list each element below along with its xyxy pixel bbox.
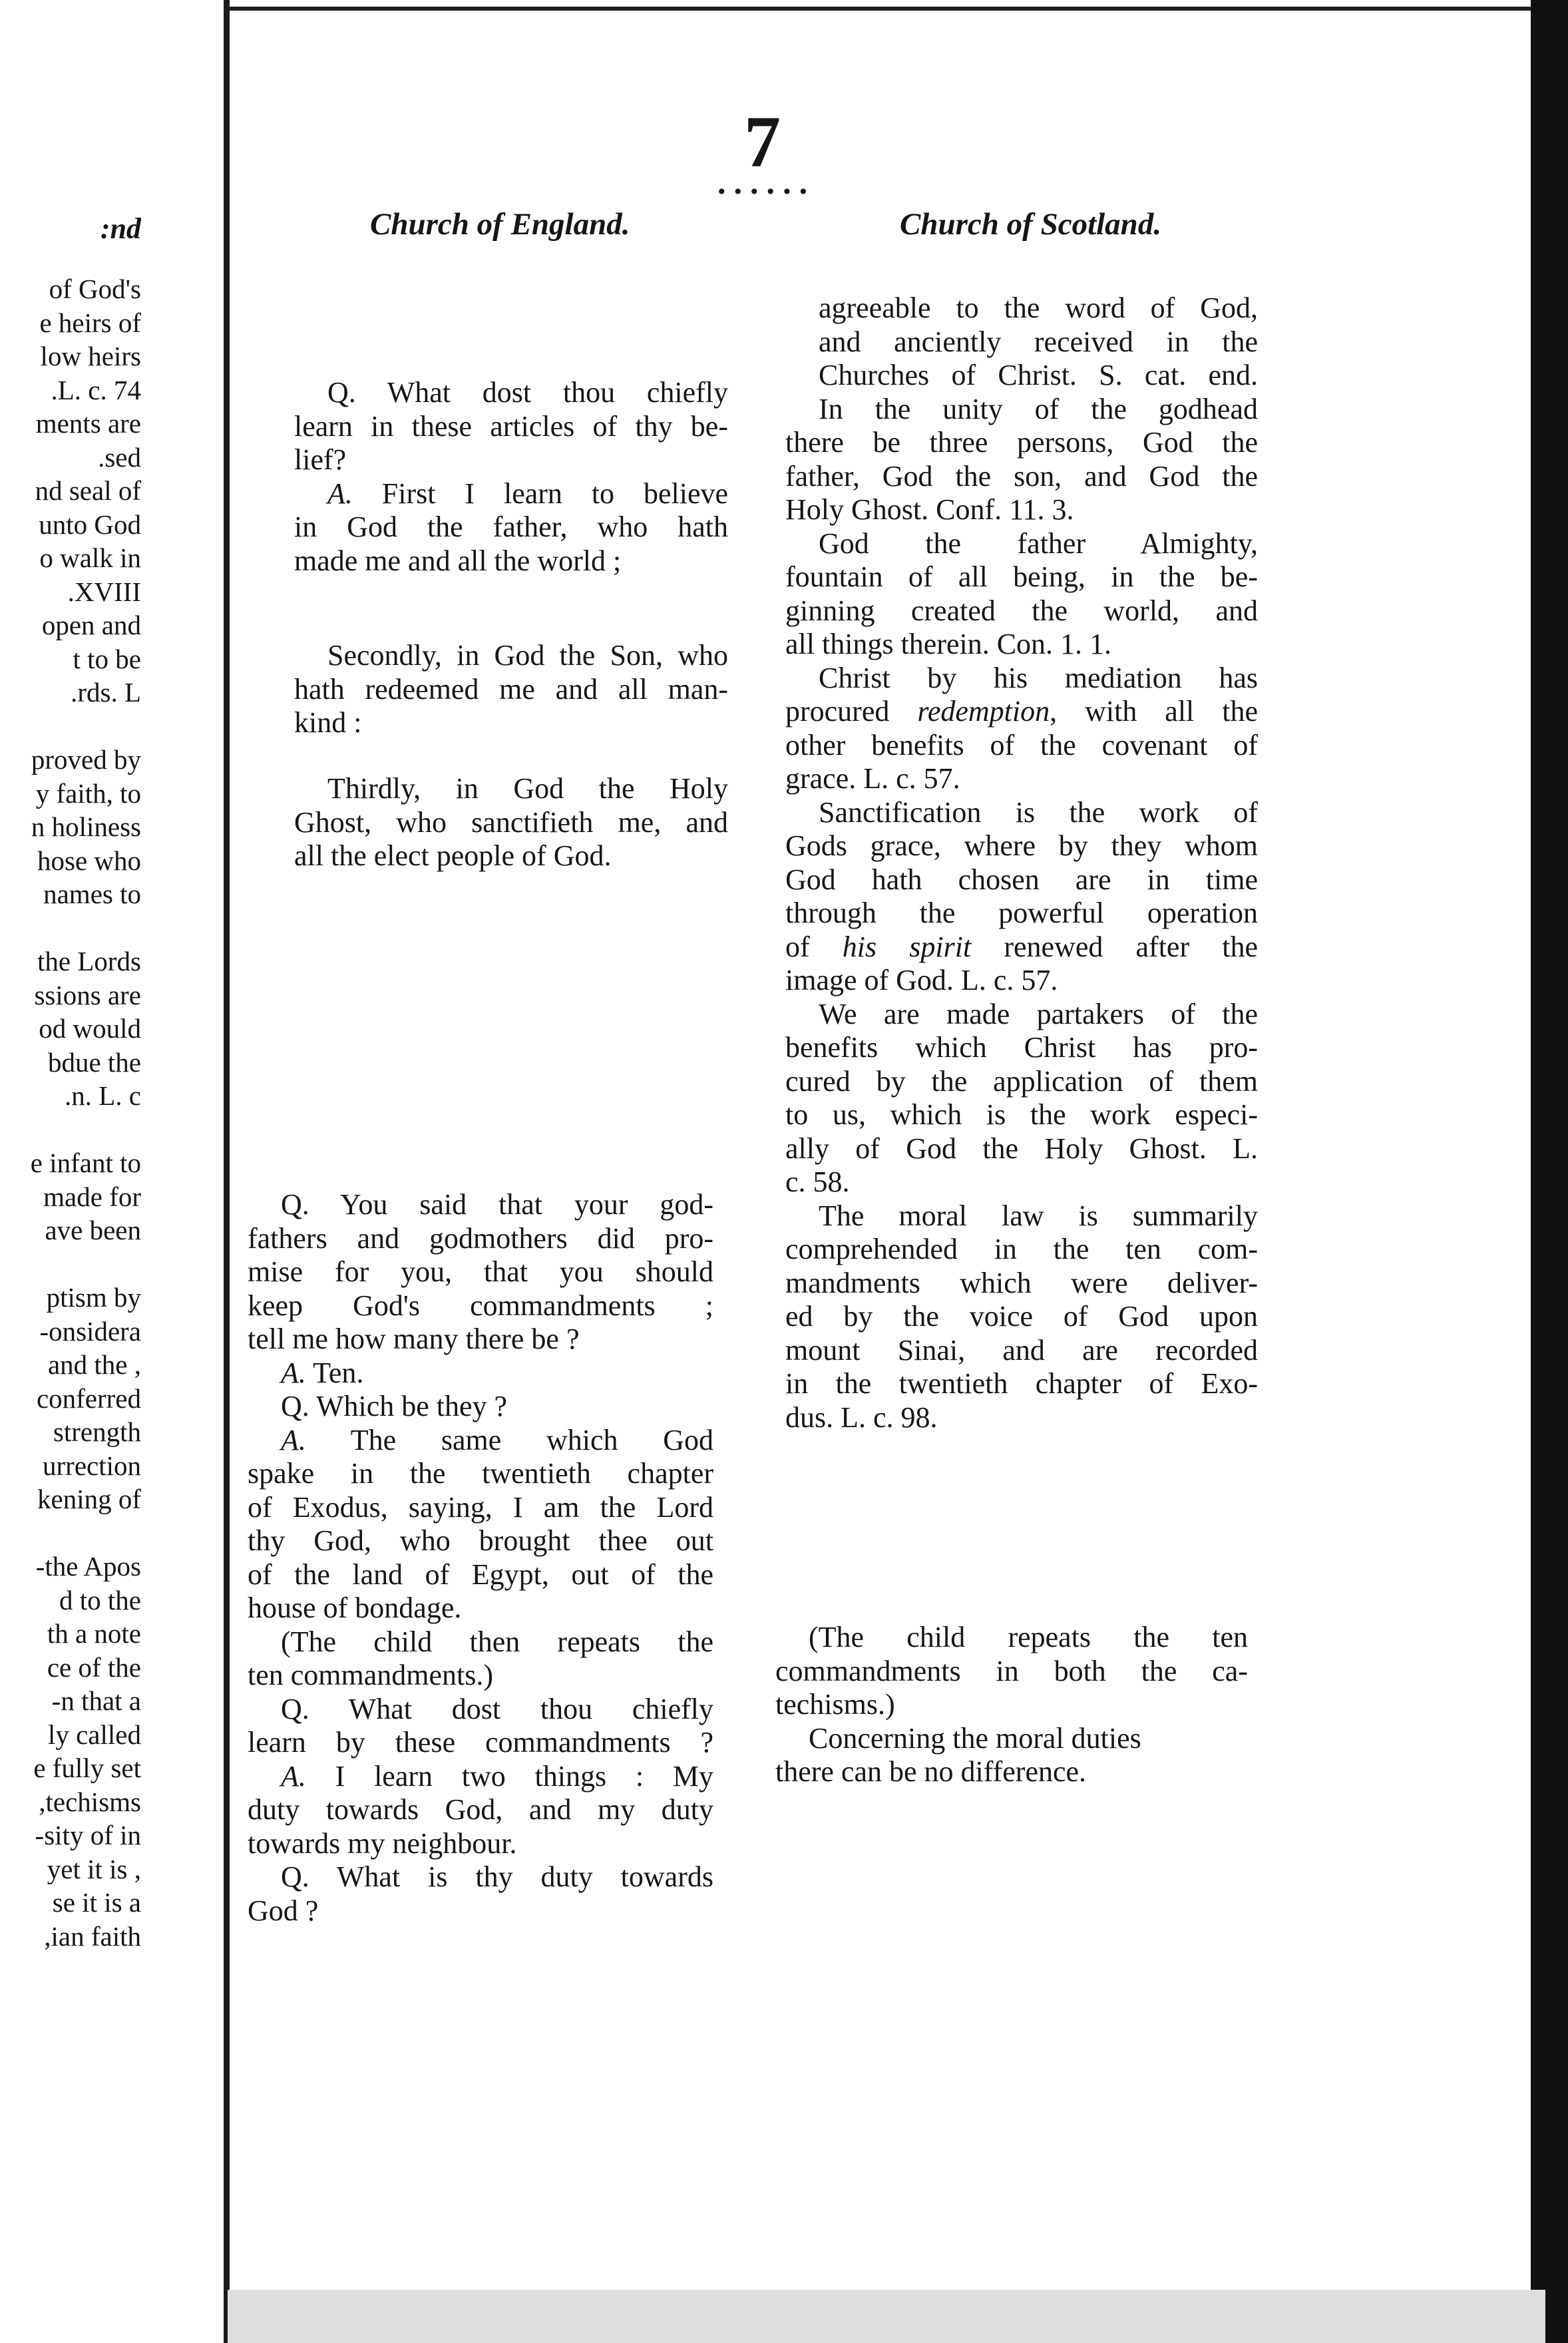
left-fragment-line: kening of (37, 1484, 141, 1514)
left-fragment-line: y faith, to (35, 777, 141, 809)
left-fragment-line: made for (43, 1181, 141, 1212)
left-fragment-line: XVIII. (67, 576, 141, 607)
left-fragment-line: se it is a (52, 1887, 141, 1918)
text-line: thy God, who brought thee out (248, 1524, 713, 1557)
text-line: A. I learn two things : My (281, 1759, 713, 1793)
text-line: tell me how many there be ? (248, 1323, 580, 1355)
text-line: grace. L. c. 57. (785, 762, 960, 795)
text-line: made me and all the world ; (294, 544, 622, 577)
text-line: learn by these commandments ? (248, 1726, 713, 1759)
left-fragment-line: low heirs (40, 341, 141, 371)
text-line: ed by the voice of God upon (785, 1300, 1258, 1333)
text-line: In the unity of the godhead (819, 392, 1258, 425)
text-line: all the elect people of God. (294, 839, 612, 872)
text-line: mount Sinai, and are recorded (785, 1333, 1258, 1367)
left-fragment-line: n holiness (31, 811, 141, 842)
left-fragment-line: e heirs of (39, 307, 141, 338)
left-fragment-line: ssions are (34, 979, 141, 1010)
left-fragment-line: ments are (35, 408, 141, 439)
left-fragment-line: nd seal of (35, 475, 141, 506)
left-fragment-line: od would (39, 1013, 141, 1044)
left-fragment-line: bdue the (47, 1046, 141, 1078)
left-fragment-line: the Apos- (35, 1551, 141, 1582)
text-line: A. The same which God (281, 1423, 713, 1456)
left-fragment-line: strength (53, 1416, 141, 1447)
left-fragment-line: sed. (98, 441, 141, 473)
text-line: Thirdly, in God the Holy (327, 772, 728, 805)
text-line: other benefits of the covenant of (785, 728, 1258, 761)
text-line: duty towards God, and my duty (248, 1793, 713, 1826)
left-header-fragment: nd: (100, 212, 141, 245)
text-line: Ghost, who sanctifieth me, and (294, 805, 728, 839)
text-line: (The child then repeats the (281, 1625, 713, 1658)
left-fragment-line: unto God (39, 509, 141, 540)
page-right-edge (1531, 0, 1568, 2343)
left-fragment-line: sity of in- (35, 1820, 141, 1850)
page-bottom-edge (228, 2290, 1545, 2343)
text-line: procured redemption, with all the (785, 695, 1258, 728)
text-line: We are made partakers of the (819, 997, 1258, 1030)
text-line: of his spirit renewed after the (785, 930, 1258, 963)
text-line: lief? (294, 443, 347, 476)
text-line: agreeable to the word of God, (819, 292, 1258, 324)
text-line: Gods grace, where by they whom (785, 829, 1258, 862)
left-fragment-line: L. c. 74. (51, 374, 141, 405)
text-line: Churches of Christ. S. cat. end. (819, 359, 1258, 391)
left-fragment-line: ave been (45, 1215, 141, 1245)
text-line: keep God's commandments ; (248, 1289, 713, 1322)
england-block-3 (294, 772, 728, 873)
scotland-block-1 (785, 292, 1258, 1434)
left-fragment-line: ce of the (47, 1651, 141, 1683)
text-line: The moral law is summarily (819, 1199, 1258, 1232)
text-line: mandments which were deliver- (785, 1266, 1258, 1299)
text-line: ally of God the Holy Ghost. L. (785, 1132, 1258, 1165)
left-fragment-line: n. L. c. (65, 1080, 141, 1111)
text-line: mise for you, that you should (248, 1255, 713, 1288)
text-line: Secondly, in God the Son, who (327, 639, 728, 672)
left-fragment-line: ian faith, (44, 1920, 141, 1952)
left-fragment-line: conferred (36, 1383, 141, 1414)
text-line: God the father Almighty, (819, 527, 1258, 560)
left-fragment-line: e infant to (30, 1148, 141, 1178)
text-line: there can be no difference. (775, 1755, 1087, 1788)
text-line: house of bondage. (248, 1592, 462, 1624)
text-line: there be three persons, God the (785, 426, 1258, 459)
text-line: towards my neighbour. (248, 1826, 517, 1860)
text-line: Sanctification is the work of (819, 795, 1258, 829)
text-line: learn in these articles of thy be- (294, 409, 728, 443)
text-line: to us, which is the work especi- (785, 1098, 1258, 1131)
left-fragment-line: open and (41, 610, 141, 640)
left-fragment-line: the Lords (37, 946, 141, 976)
text-line: fathers and godmothers did pro- (248, 1221, 713, 1255)
text-line: God ? (248, 1894, 319, 1927)
left-fragment-line: techisms, (39, 1786, 141, 1817)
text-line: spake in the twentieth chapter (248, 1457, 713, 1490)
text-line: benefits which Christ has pro- (785, 1031, 1258, 1064)
text-line: of the land of Egypt, out of the (248, 1558, 713, 1591)
page-number: 7 (744, 101, 781, 182)
text-line: in the twentieth chapter of Exo- (785, 1367, 1258, 1400)
text-line: Concerning the moral duties (809, 1721, 1141, 1755)
book-gutter (224, 0, 230, 2343)
left-fragment-line: o walk in (39, 542, 141, 573)
left-fragment-line: , and the (47, 1349, 141, 1380)
text-line: father, God the son, and God the (785, 459, 1258, 493)
england-block-4 (248, 1188, 713, 1928)
text-line: A. Ten. (281, 1356, 364, 1389)
text-line: Q. You said that your god- (281, 1188, 713, 1221)
text-line: Christ by his mediation has (819, 661, 1258, 694)
text-line: Q. Which be they ? (281, 1390, 508, 1422)
left-fragment-line: t to be (73, 643, 141, 674)
left-fragment-line: ly called (47, 1719, 141, 1750)
text-line: comprehended in the ten com- (785, 1233, 1258, 1265)
left-fragment-line: onsidera- (39, 1315, 141, 1347)
left-fragment-line: of God's (49, 274, 141, 304)
text-line: of Exodus, saying, I am the Lord (248, 1490, 713, 1524)
left-fragment-line: hose who (37, 845, 141, 876)
text-line: dus. L. c. 98. (785, 1400, 938, 1434)
text-line: ginning created the world, and (785, 594, 1258, 627)
text-line: Q. What dost thou chiefly (281, 1692, 713, 1725)
left-fragment-line: th a note (47, 1618, 141, 1649)
england-block-1 (294, 376, 728, 578)
text-line: ten commandments.) (248, 1659, 494, 1691)
left-fragment-line: d to the (59, 1584, 141, 1615)
left-fragment-line: names to (43, 879, 141, 909)
text-line: techisms.) (775, 1688, 895, 1721)
page-ornament: •••••• (716, 181, 815, 203)
header-church-of-england: Church of England. (370, 207, 630, 242)
text-line: image of God. L. c. 57. (785, 964, 1058, 996)
text-line: commandments in both the ca- (775, 1654, 1248, 1687)
left-fragment-line: , yet it is (47, 1853, 141, 1884)
text-line: (The child repeats the ten (809, 1621, 1248, 1653)
text-line: Holy Ghost. Conf. 11. 3. (785, 493, 1074, 526)
header-church-of-scotland: Church of Scotland. (900, 207, 1162, 242)
england-block-2 (294, 639, 728, 740)
text-line: A. First I learn to believe (327, 477, 728, 510)
text-line: fountain of all being, in the be- (785, 560, 1258, 593)
left-fragment-line: ptism by (46, 1282, 141, 1313)
text-line: God hath chosen are in time (785, 863, 1258, 896)
left-page-fragment (0, 0, 220, 2343)
text-line: Q. What is thy duty towards (281, 1860, 713, 1893)
left-fragment-line: e fully set (33, 1753, 141, 1783)
text-line: in God the father, who hath (294, 511, 728, 543)
text-line: through the powerful operation (785, 897, 1258, 929)
text-line: cured by the application of them (785, 1064, 1258, 1098)
left-fragment-line: urrection (43, 1450, 141, 1481)
page-top-edge (228, 7, 1545, 11)
left-fragment-line: proved by (31, 744, 141, 775)
left-fragment-line: n that a- (51, 1685, 141, 1716)
text-line: Q. What dost thou chiefly (327, 376, 728, 409)
text-line: and anciently received in the (819, 325, 1258, 358)
text-line: all things therein. Con. 1. 1. (785, 628, 1112, 660)
text-line: hath redeemed me and all man- (294, 672, 728, 706)
text-line: c. 58. (785, 1166, 850, 1198)
text-line: kind : (294, 706, 362, 739)
scotland-block-2 (775, 1621, 1248, 1789)
left-fragment-line: rds. L. (71, 677, 141, 708)
